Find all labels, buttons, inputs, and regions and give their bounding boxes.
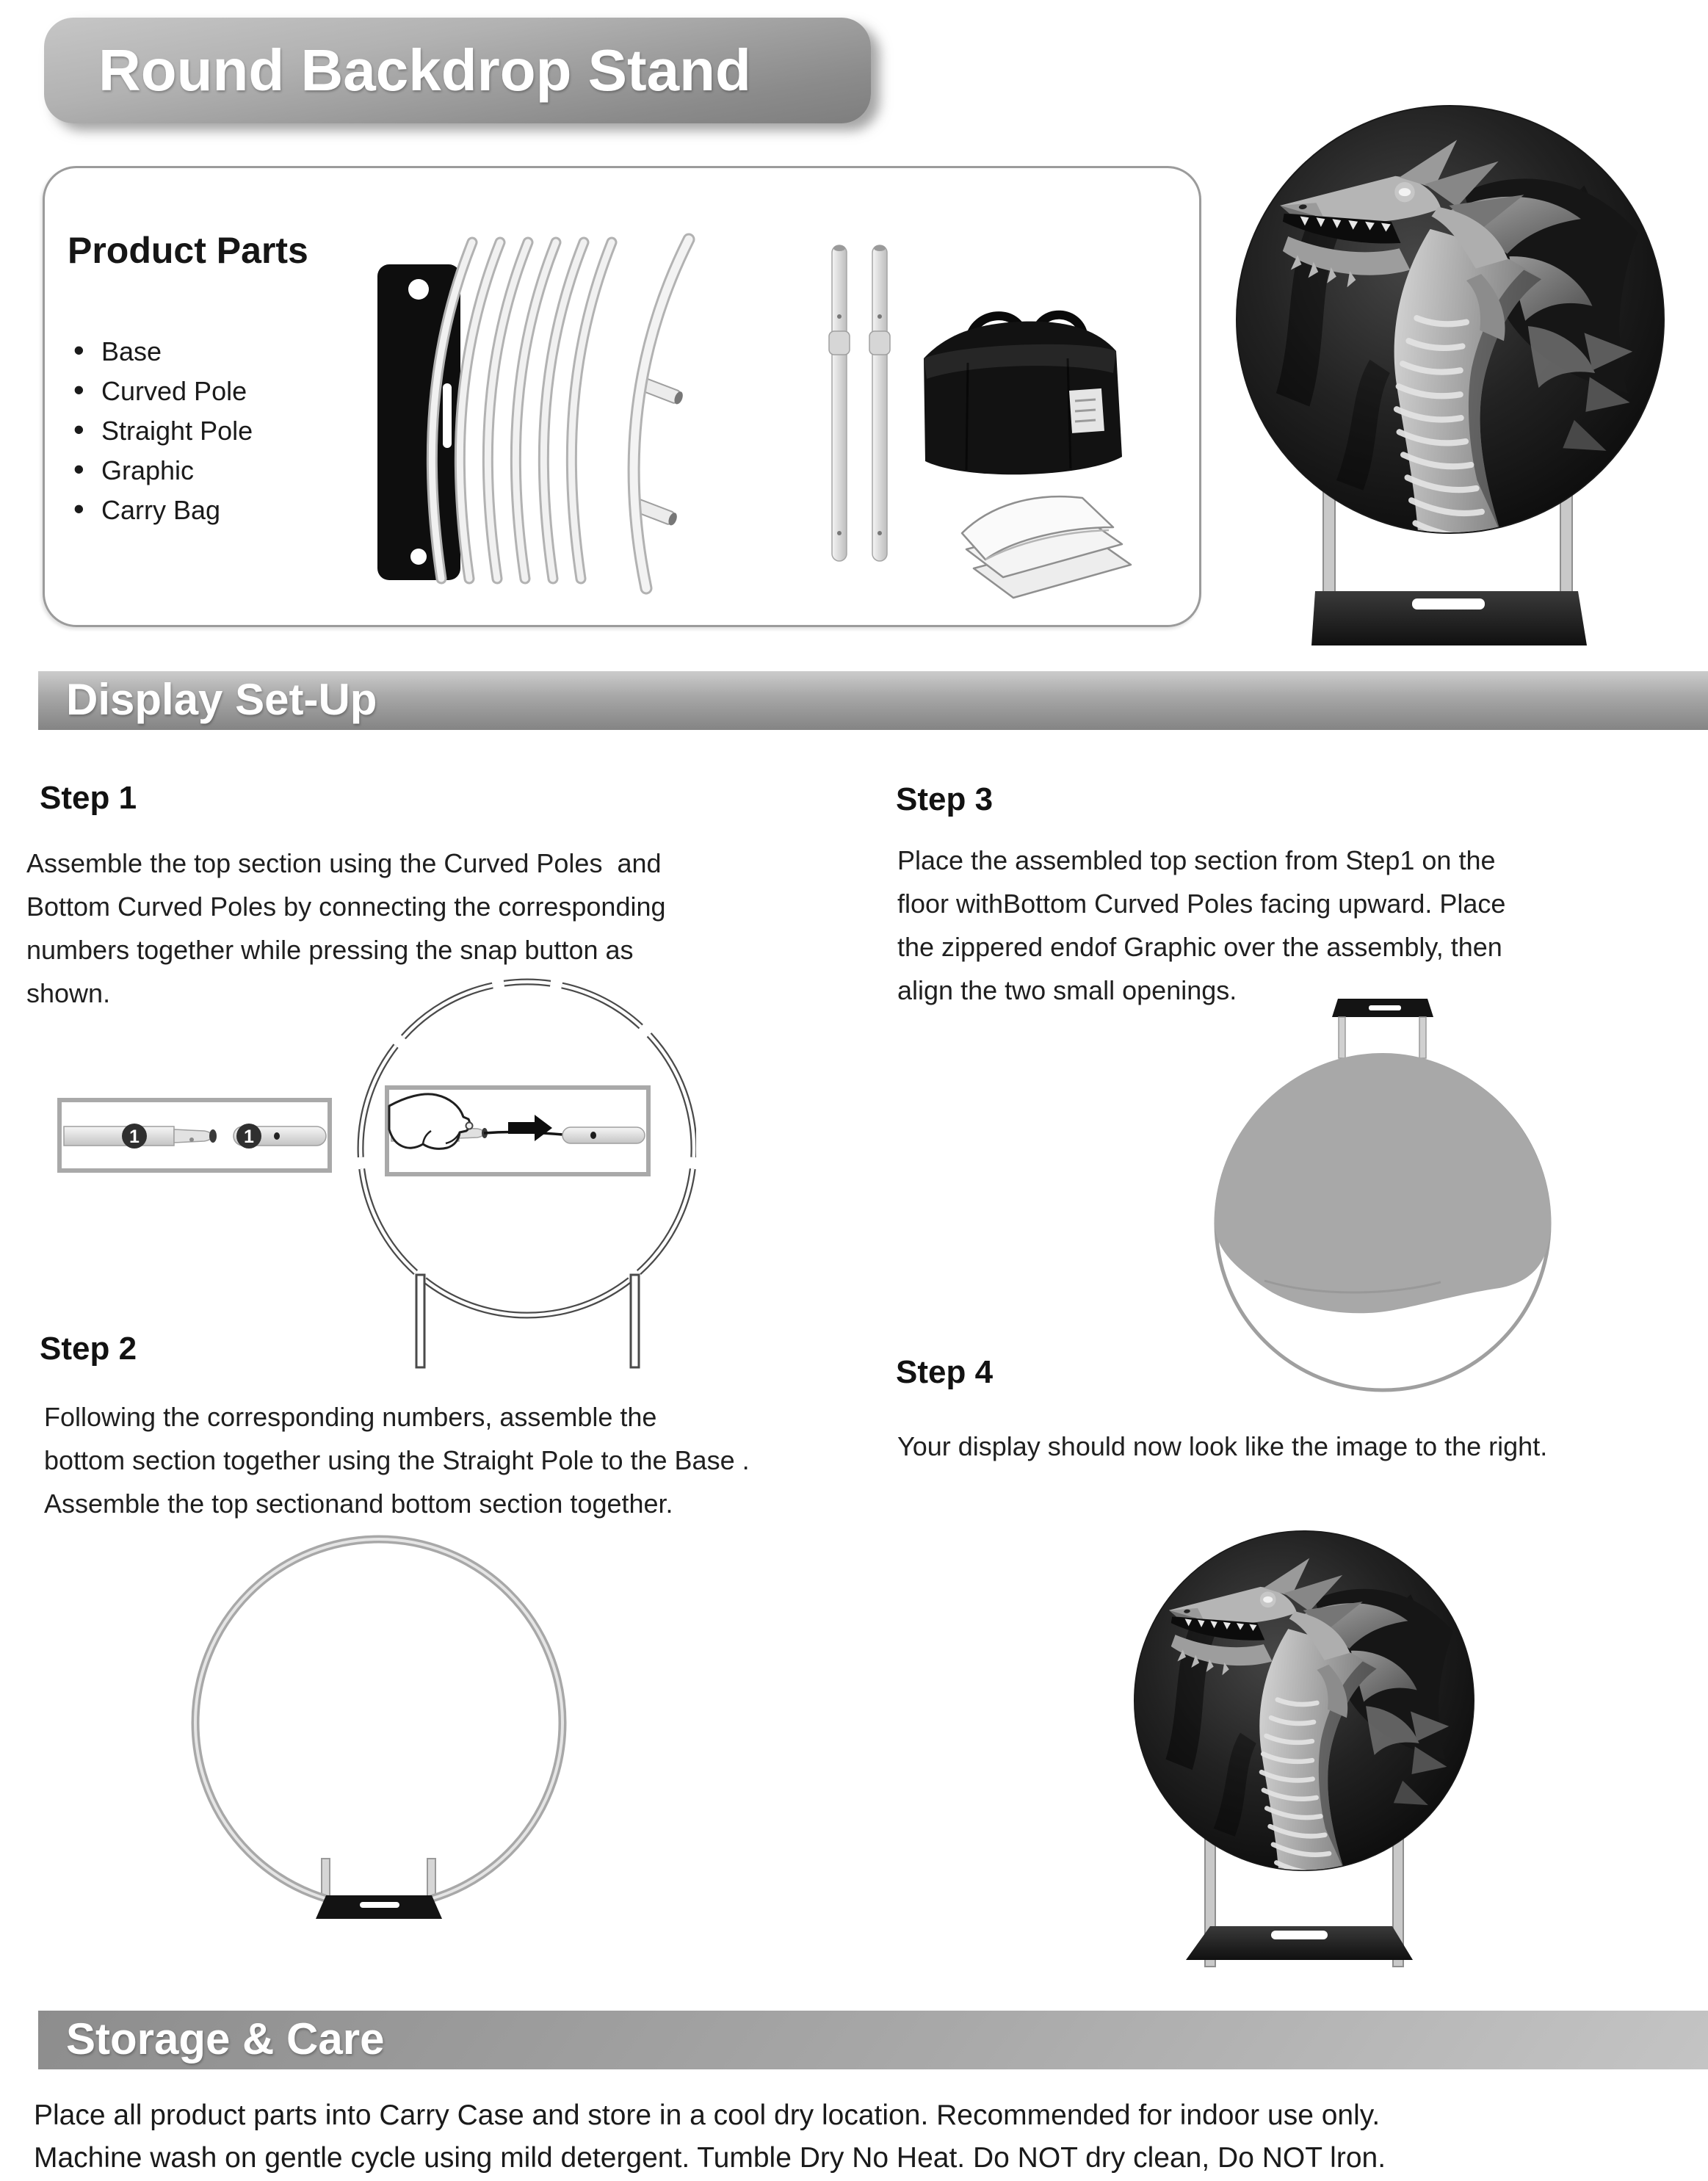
step2-heading: Step 2: [40, 1331, 137, 1367]
step1-heading: Step 1: [40, 780, 137, 816]
curved-poles-illustration: [432, 242, 612, 579]
hand-press-diagram: [387, 1088, 648, 1174]
care-instructions-line-2: Machine wash on gentle cycle using mild detergent. Tumble Dry No Heat. Do NOT dry clean, Do NOT lron.: [34, 2142, 1386, 2174]
product-parts-heading: Product Parts: [68, 230, 308, 271]
step3-line: the zippered endof Graphic over the assembly, then: [897, 932, 1502, 962]
stand-base: [1311, 591, 1587, 645]
ring-legs: [416, 1275, 639, 1367]
step1-line: shown.: [26, 978, 111, 1008]
straight-poles-illustration: [829, 245, 890, 561]
frame-ring: [195, 1539, 562, 1906]
pole-connection-diagram: [55, 1094, 334, 1176]
step4-text: [897, 1425, 1547, 1468]
parts-item-carry-bag: • Carry Bag: [73, 491, 253, 530]
display-setup-banner-label: Display Set-Up: [66, 675, 377, 724]
parts-item-straight-pole: • Straight Pole: [73, 411, 253, 451]
step4-line: Your display should now look like the image to the right.: [897, 1431, 1548, 1461]
parts-item-base: • Base: [73, 332, 253, 372]
dragon-graphic: [1134, 1530, 1474, 1873]
storage-care-banner: [38, 2011, 1708, 2069]
step3-line: floor withBottom Curved Poles facing upward. Place: [897, 889, 1506, 919]
step2-text: [44, 1395, 750, 1525]
storage-care-banner-label: Storage & Care: [66, 2014, 385, 2064]
step1-line: Bottom Curved Poles by connecting the corresponding: [26, 891, 666, 922]
dragon-graphic: [1236, 105, 1665, 537]
step2-line: Assemble the top sectionand bottom section together.: [44, 1489, 673, 1519]
title-banner: [44, 18, 871, 123]
step3-line: align the two small openings.: [897, 975, 1237, 1005]
product-photo: [1208, 103, 1708, 650]
step2-line: Following the corresponding numbers, assemble the: [44, 1402, 657, 1432]
draped-graphic-illustration: [1206, 990, 1558, 1401]
bottom-curved-pole-illustration: [631, 239, 689, 588]
folded-graphic-illustration: [962, 496, 1131, 598]
step3-line: Place the assembled top section from Step1 on the: [897, 845, 1496, 875]
parts-item-graphic: • Graphic: [73, 451, 253, 491]
care-instructions: [34, 2094, 1386, 2180]
carry-bag-illustration: [924, 315, 1122, 475]
parts-item-curved-pole: • Curved Pole: [73, 372, 253, 411]
graphic-fabric: [1215, 1053, 1551, 1313]
step2-line: bottom section together using the Straight Pole to the Base .: [44, 1445, 750, 1475]
finished-display-illustration: [1122, 1526, 1651, 2003]
step4-heading: Step 4: [896, 1354, 994, 1390]
step1-line: Assemble the top section using the Curved Poles and: [26, 848, 662, 878]
connector-number-label: 1: [244, 1126, 254, 1147]
step3-text: [897, 839, 1505, 1012]
ring-assembly-diagram: [351, 972, 696, 1376]
assembled-frame-illustration: [182, 1524, 579, 1928]
page-title: Round Backdrop Stand: [98, 37, 751, 103]
step3-heading: Step 3: [896, 781, 994, 817]
display-setup-banner: [38, 671, 1708, 730]
stand-base: [1186, 1926, 1413, 1960]
connector-number-label: 1: [129, 1126, 140, 1147]
product-parts-illustration: [43, 166, 1197, 623]
care-instructions-line-1: Place all product parts into Carry Case and store in a cool dry location. Recommended for indoor use only.: [34, 2099, 1380, 2131]
step1-line: numbers together while pressing the snap button as: [26, 935, 634, 965]
